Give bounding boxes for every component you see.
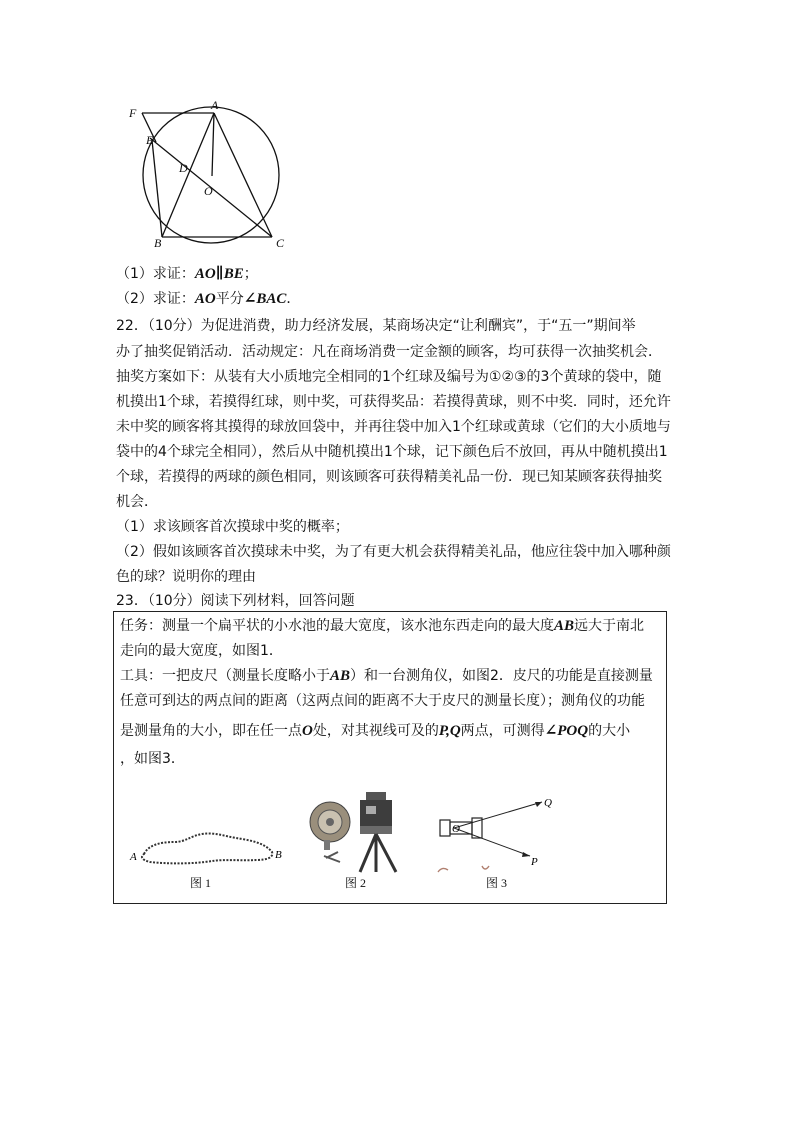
pond-outline-figure [124, 812, 284, 872]
pond-label-b: B [275, 849, 282, 861]
task-line-1: 任务：测量一个扁平状的小水池的最大宽度，该水池东西走向的最大度AB远大于南北 [120, 618, 645, 634]
q22-line: 抽奖方案如下：从装有大小质地完全相同的1个红球及编号为①②③的3个黄球的袋中，随 [116, 369, 662, 385]
segment-ao [212, 113, 214, 176]
math-ao-parallel-be: AO∥BE [194, 266, 244, 282]
q22-line: 机摸出1个球，若摸得红球，则中奖，可获得奖品：若摸得黄球，则不中奖．同时，还允许 [116, 394, 671, 410]
q22-line: 个球，若摸得的两球的颜色相同，则该顾客可获得精美礼品一份．现已知某顾客获得抽奖 [116, 469, 662, 485]
label-f: F [129, 106, 137, 120]
math-angle-bac: ∠BAC [243, 291, 287, 307]
theodolite-icon [360, 792, 396, 872]
tape-measure-icon [310, 802, 350, 862]
tool-line-3: 是测量角的大小，即在任一点O处，对其视线可及的P,Q两点，可测得∠POQ的大小 [120, 723, 631, 739]
q21-part1: （1）求证：AO∥BE； [116, 266, 258, 282]
fig1-caption: 图 1 [190, 876, 212, 890]
circumcircle [143, 107, 279, 243]
math-q: Q [449, 723, 461, 739]
segment-be [152, 140, 162, 237]
label-d: D [179, 161, 188, 175]
q22-line: 未中奖的顾客将其摸得的球放回袋中，并再往袋中加入1个红球或黄球（它们的大小质地与 [116, 419, 671, 435]
fig3-caption: 图 3 [486, 876, 508, 890]
q22-line: （2）假如该顾客首次摸球未中奖，为了有更大机会获得精美礼品，他应往袋中加入哪种颜 [116, 544, 671, 560]
math-o: O [302, 723, 313, 739]
segment-ab [162, 113, 214, 237]
pond-label-a: A [130, 851, 137, 863]
math-p: P [438, 723, 447, 739]
label-a: A [211, 100, 219, 112]
math-ab: AB [554, 618, 575, 634]
q22-line: 机会． [116, 494, 158, 510]
label-c: C [276, 236, 285, 250]
fig3-label-o: O [452, 823, 460, 835]
pond-shape [142, 833, 272, 863]
circle-geometry-figure [128, 100, 298, 250]
q21-part2: （2）求证：AO平分∠BAC． [116, 291, 301, 307]
q22-line: 22．（10分）为促进消费，助力经济发展，某商场决定“让利酬宾”，于“五一”期间举 [116, 318, 636, 334]
label-o: O [204, 184, 213, 198]
q22-line: 袋中的4个球完全相同），然后从中随机摸出1个球，记下颜色后不放回，再从中随机摸出1 [116, 444, 668, 460]
label-e: E [146, 133, 154, 147]
fig3-label-p: P [531, 856, 538, 868]
q22-line: 色的球？说明你的理由 [116, 569, 256, 585]
fig3-label-q: Q [544, 797, 552, 809]
math-ao: AO [194, 291, 216, 307]
tool-line-2: 任意可到达的两点间的距离（这两点间的距离不大于皮尺的测量长度）；测角仪的功能 [120, 693, 645, 709]
math-ab: AB [330, 668, 351, 684]
q22-line: （1）求该顾客首次摸球中奖的概率； [116, 519, 349, 535]
task-line-2: 走向的最大宽度，如图1． [120, 643, 283, 659]
angle-measure-figure [434, 792, 574, 876]
q23-material-box [113, 611, 667, 904]
stray-mark [438, 866, 489, 872]
label-b: B [154, 236, 162, 250]
math-angle-poq: ∠POQ [544, 723, 589, 739]
tool-line-1: 工具：一把皮尺（测量长度略小于AB）和一台测角仪，如图2．皮尺的功能是直接测量 [120, 668, 653, 684]
q22-line: 办了抽奖促销活动．活动规定：凡在商场消费一定金额的顾客，均可获得一次抽奖机会． [116, 344, 662, 360]
q23-intro: 23．（10分）阅读下列材料，回答问题 [116, 593, 355, 609]
tape-and-theodolite-figure [304, 790, 414, 874]
tool-line-4: ，如图3． [120, 751, 185, 767]
fig2-caption: 图 2 [345, 876, 367, 890]
